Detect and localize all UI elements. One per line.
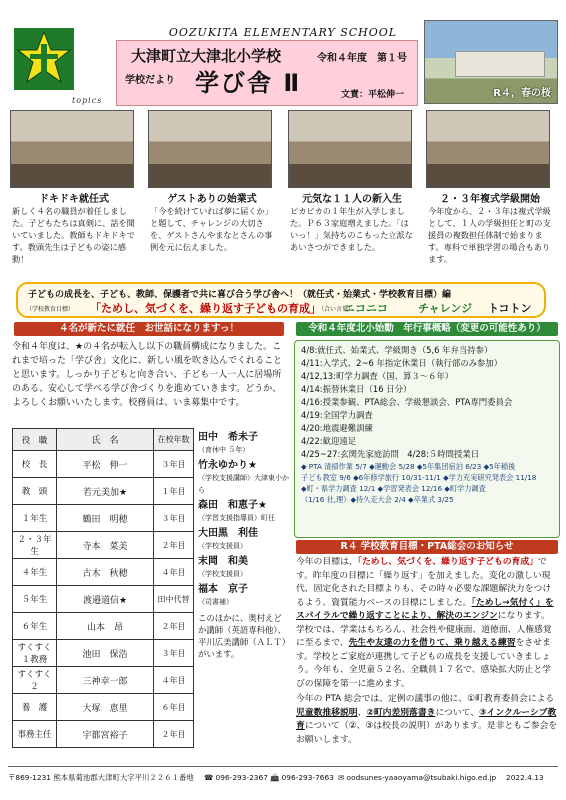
photo-text: 「今を続けていれば夢に届くか」と題して、チャレンジの大切さを、ゲストさんやまなとさんの事例を元に伝えました。: [150, 206, 273, 252]
header-cell: 役 職: [13, 429, 57, 451]
table-header-row: [13, 429, 194, 451]
years-cell: ４年目: [154, 667, 194, 694]
photo-caption: ドキドキ就任式: [39, 194, 109, 205]
staff-note: このほかに、奥村えどか講師（英語専科他）、平川広美講師（ＡＬＴ）がいます。: [198, 613, 286, 659]
goal-label: （学校教育目標）: [26, 306, 75, 313]
classroom-photo: [426, 110, 550, 188]
role-cell: ２・３年生: [13, 532, 57, 559]
staff-name: 大田黒 利佳: [198, 528, 258, 539]
role-cell: 教 頭: [13, 478, 57, 505]
photo-caption: ゲストありの始業式: [167, 194, 257, 205]
table-row: [13, 613, 194, 640]
role-cell: ６年生: [13, 613, 57, 640]
school-name-en: OOZUKITA ELEMENTARY SCHOOL: [168, 26, 398, 39]
pta-paragraph-1: [296, 556, 558, 691]
schedule-item: 4/16:授業参観、PTA総会、学級懇談会、PTA専門委員会: [301, 397, 513, 407]
years-cell: ２年目: [154, 532, 194, 559]
photo-card: [10, 110, 138, 280]
photo-caption: ２・３年複式学級開始: [440, 194, 540, 205]
name-cell: 大塚 恵里: [57, 694, 154, 721]
years-cell: ６年目: [154, 694, 194, 721]
staff-role: （学校支援員）: [198, 570, 247, 578]
issue-date: 2022.4.13: [506, 773, 544, 782]
schedule-event: ◆ PTA 清掃作業 5/7 ◆運動会 5/28 ◆5年集団宿泊 6/23 ◆5年稲後: [301, 462, 516, 471]
school-building-image: [455, 51, 545, 77]
schedule-item: 4/14:振替休業日（16 日分）: [301, 384, 412, 394]
schedule-item: 4/22:歓迎遠足: [301, 436, 357, 446]
text-run: 今年の PTA 総会では、定例の議事の他に、①町教育委員会による: [296, 694, 555, 704]
address: 〒869-1231 熊本県菊池郡大津町大字平川２２６１番地: [8, 773, 194, 782]
name-cell: 若元美加★: [57, 478, 154, 505]
staff-role: （学校支援員）: [198, 542, 247, 550]
years-cell: ３年目: [154, 451, 194, 478]
name-cell: 渡邉道信★: [57, 586, 154, 613]
schedule-event: 子ども教室 9/6 ◆6年修学旅行 10/31-11/1 ◆学力充実研究発表会 11/18: [301, 473, 537, 482]
school-goal: 「ためし、気づくを、繰り返す子どもの育成」: [90, 302, 321, 315]
table-row: [13, 694, 194, 721]
years-cell: ３年目: [154, 640, 194, 667]
role-cell: ５年生: [13, 586, 57, 613]
role-cell: １年生: [13, 505, 57, 532]
staff-role: （学校支援講師）大津東小から: [198, 474, 289, 494]
role-cell: 養 護: [13, 694, 57, 721]
table-row: [13, 505, 194, 532]
name-cell: 山本 昂: [57, 613, 154, 640]
years-cell: 田中代替: [154, 586, 194, 613]
name-cell: 寺本 菜美: [57, 532, 154, 559]
newsletter-type: 学校だより: [125, 75, 175, 86]
staff-role: （学習支援指導員）町任: [198, 514, 275, 522]
text-emphasis: 「ためし→気付く」をスパイラルで繰り返すことにより、解決のエンジン: [296, 597, 554, 621]
table-row: [13, 451, 194, 478]
name-cell: 池田 保浩: [57, 640, 154, 667]
text-run: をさせます。学校とご家庭が連携して子どもの成長を支援していきましょう。今年も、全児童５２名、全職員１７名で、感染拡大防止と学びの保障を第一に進めます。: [296, 638, 551, 689]
text-run: 、: [357, 707, 367, 718]
ceremony-photo: [10, 110, 134, 188]
motto-nikoniko: ニコニコ: [344, 302, 388, 315]
staff-name: 田中 希未子: [198, 432, 258, 443]
footer: [8, 766, 558, 790]
photo-caption: 元気な１１人の新入生: [302, 194, 402, 205]
role-cell: ４年生: [13, 559, 57, 586]
role-cell: 事務主任: [13, 721, 57, 748]
school-emblem-icon: [14, 28, 74, 90]
email-link[interactable]: ✉ oodsunes-yaaoyama@tsubaki.higo.ed.jp: [338, 773, 497, 782]
text-emphasis: 児童数推移説明: [296, 707, 358, 718]
pta-article: [296, 556, 558, 747]
school-name-jp: 大津町立大津北小学校: [131, 47, 282, 65]
text-run: です。昨年度の目標に「繰り返す」を加えました。変化の激しい現代、固定化された目標よりも、その時々必要な課題解決力をつけるよう、資質能力ベースの目標にしました。: [296, 557, 552, 608]
years-cell: １年目: [154, 478, 194, 505]
schedule-box: [294, 340, 560, 538]
ceremony-photo: [148, 110, 272, 188]
schedule-item: 4/8:就任式、始業式、学級開き（5,6 年弁当持参）: [301, 345, 493, 355]
schedule-item: 4/19:全国学力調査: [301, 410, 373, 420]
staff-table: [12, 428, 194, 748]
table-row: [13, 586, 194, 613]
photo-text: 今年度から、２・３年は複式学級として、１人の学級担任と町の支援員の複数担任体制で始まります。専科で単独学習の場合もあります。: [428, 206, 551, 264]
name-cell: 三神幸一郎: [57, 667, 154, 694]
schedule-item: 4/12,13:町学力調査（国、算３～６年）: [301, 371, 454, 381]
pta-paragraph-2: [296, 693, 558, 747]
photo-text: ピカピカの１年生が入学しました。Ｐ６３家庭増えました。「はいっ！」気持ちのこもった立派なあいさつができました。: [290, 206, 413, 252]
issue-number: 令和４年度 第１号: [317, 53, 407, 64]
role-cell: 校 長: [13, 451, 57, 478]
phone: ☎ 096-293-2367: [204, 773, 268, 782]
name-cell: 鶴田 明穂: [57, 505, 154, 532]
photo-card: [426, 110, 554, 280]
schedule-event: ◆町・県学力調査 12/1 ◆学習発表会 12/16 ◆町学力調査: [301, 484, 486, 493]
schedule-item: 4/25~27:玄関先家庭訪問 4/28:５時間授業日: [301, 449, 480, 459]
table-row: [13, 640, 194, 667]
name-cell: 宇都宮裕子: [57, 721, 154, 748]
schedule-item: 4/11:入学式、2~6 年指定休業日（執行部のみ参加）: [301, 358, 503, 368]
header: [8, 8, 558, 104]
table-row: [13, 721, 194, 748]
years-cell: ３年目: [154, 505, 194, 532]
text-emphasis: ③インクルーシブ教育: [296, 707, 557, 731]
photo-text: 新しく４名の職員が着任しました。子どもたちは真剣に、話を聞いていました。教師もドキドキです。教頭先生は子どもの姿に感動！: [12, 206, 135, 264]
staff-name: 末岡 和美: [198, 556, 248, 567]
staff-name: 森田 和恵子★: [198, 500, 267, 511]
photo-card: [148, 110, 276, 280]
header-cell: 在校年数: [154, 429, 194, 451]
other-staff-list: [198, 432, 290, 660]
photo-card: [288, 110, 416, 280]
goal-highlight: 「ためし、気づくを、繰り返す子どもの育成」: [357, 557, 538, 567]
years-cell: ４年目: [154, 559, 194, 586]
photo-row: [6, 110, 560, 280]
motto-tokoton: トコトン: [488, 302, 532, 315]
text-run: について、: [435, 707, 480, 718]
text-run: 今年の目標は、: [296, 557, 358, 567]
goal-banner: [16, 282, 546, 318]
text-run: について（②、③は校長の説明）があります。是非ともご参会をお願いします。: [296, 721, 558, 745]
schedule-item: 4/20:地震避難訓練: [301, 423, 373, 433]
header-cell: 氏 名: [57, 429, 154, 451]
name-cell: 平松 伸一: [57, 451, 154, 478]
role-cell: すくすく２: [13, 667, 57, 694]
section-heading-staff: ４名が新たに就任 お世話になりますっ！: [14, 322, 284, 336]
topics-label: topics: [72, 96, 103, 105]
table-row: [13, 667, 194, 694]
staff-name: 竹永ゆかり★: [198, 460, 257, 471]
newsletter-title: 学び舎 Ⅱ: [195, 69, 302, 97]
staff-name: 福本 京子: [198, 584, 248, 595]
years-cell: ２年目: [154, 721, 194, 748]
table-row: [13, 532, 194, 559]
table-row: [13, 559, 194, 586]
banner-headline: 子どもの成長を、子ども、教師、保護者で共に喜び合う学び舎へ！（就任式・始業式・学校教育目標）編: [28, 290, 452, 300]
author: 文責：平松伸一: [341, 90, 405, 100]
cover-photo-caption: R４，春の桜: [493, 88, 551, 99]
staff-role: （司書補）: [198, 598, 233, 606]
text-emphasis: ②町内差別落書き: [366, 707, 436, 718]
staff-intro-text: 令和４年度は、★の４名が転入し以下の職員構成になりました。これまで培った「学び舎」文化に、新しい風を吹き込んでくれることと思います。しっかり子どもと向き合い、子ども一人一人に居場所のある、安心して学べる学び舎づくりを進めていきます。どうか、よろしくお願いいたします。校務員は、いま募集中です。: [12, 342, 283, 408]
text-emphasis: 先生や友達の力を借りて、乗り越える練習: [348, 638, 516, 648]
motto-challenge: チャレンジ: [418, 302, 473, 315]
text-run: になります。学校では、学業はもちろん、社会性や健康面、道徳面、人権感覚に至るまで、: [296, 611, 552, 648]
motto-label: （合い言葉）: [318, 306, 355, 313]
table-row: [13, 478, 194, 505]
section-heading-schedule: 令和４年度北小始動 年行事概略（変更の可能性あり）: [296, 322, 558, 336]
role-cell: すくすく１教務: [13, 640, 57, 667]
ceremony-photo: [288, 110, 412, 188]
title-box: [116, 40, 418, 106]
staff-role: （育休中 ５年）: [198, 446, 250, 454]
years-cell: ２年目: [154, 613, 194, 640]
name-cell: 古木 秋穂: [57, 559, 154, 586]
schedule-event: （1/16 社,理）◆持久走大会 2/4 ◆卒業式 3/25: [301, 495, 454, 504]
cherry-blossom-photo: [424, 20, 558, 104]
section-heading-pta: R４ 学校教育目標・PTA総会のお知らせ: [296, 540, 558, 554]
fax: 📠 096-293-7663: [270, 773, 334, 782]
